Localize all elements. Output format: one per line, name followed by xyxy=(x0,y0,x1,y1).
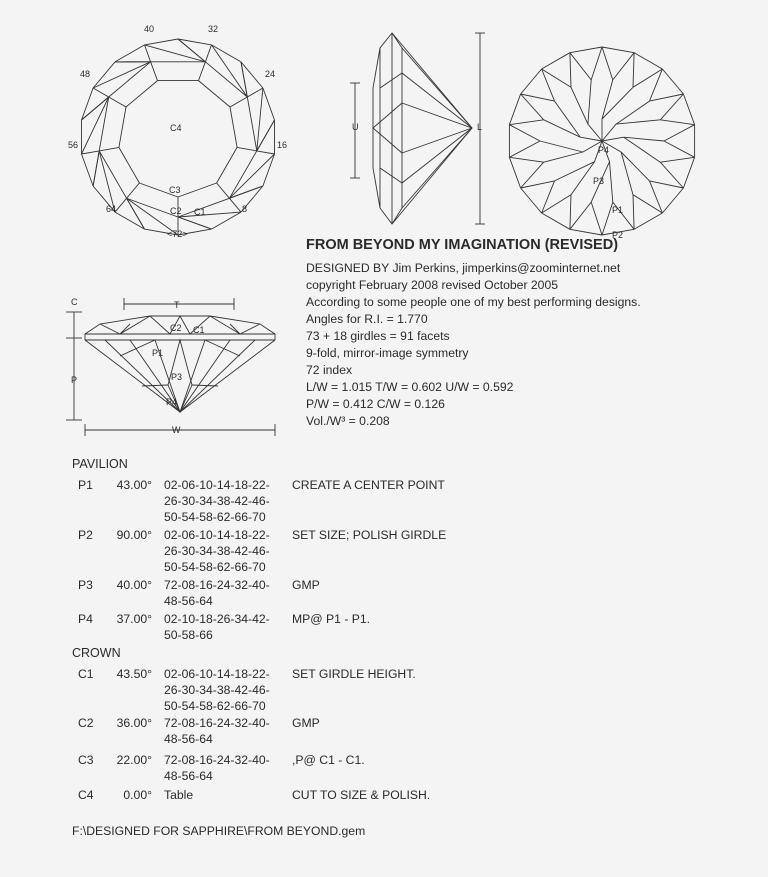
facet-edge xyxy=(82,97,109,154)
facet-name: P2 xyxy=(78,528,93,542)
info-line: 73 + 18 girdles = 91 facets xyxy=(306,329,450,343)
girdle-edge xyxy=(509,94,520,125)
pavilion-edge xyxy=(570,53,591,80)
facet-label-p2: P2 xyxy=(612,230,624,240)
pavilion-edge xyxy=(588,80,591,124)
girdle-edge xyxy=(178,39,212,45)
facet-instruction: SET SIZE; POLISH GIRDLE xyxy=(292,528,447,542)
girdle-edge xyxy=(115,45,145,62)
crown-heading: CROWN xyxy=(72,646,121,660)
facet-edge xyxy=(127,198,145,229)
design-info xyxy=(306,260,641,430)
girdle-edge xyxy=(509,157,520,188)
girdle-edge xyxy=(241,62,263,88)
facet-index: 72-08-16-24-32-40- 48-56-64 xyxy=(164,716,270,746)
pavilion-edge xyxy=(650,181,663,213)
pavilion-edge xyxy=(610,162,613,202)
pavilion-edge xyxy=(570,195,571,230)
dim-label-w: W xyxy=(172,425,181,435)
table-edge xyxy=(230,107,237,147)
girdle-edge xyxy=(521,69,542,94)
table-edge xyxy=(119,147,139,183)
facet-edge xyxy=(229,198,241,212)
pavilion-edge xyxy=(624,137,661,162)
pavilion-edge xyxy=(542,69,555,101)
facet-edge xyxy=(127,183,140,198)
facet-edge xyxy=(109,97,126,107)
table-edge xyxy=(199,81,231,107)
info-line: P/W = 0.412 C/W = 0.126 xyxy=(306,397,445,411)
info-line: Vol./W³ = 0.208 xyxy=(306,414,390,428)
info-line: Angles for R.I. = 1.770 xyxy=(306,312,428,326)
index-label-8: 8 xyxy=(242,204,248,214)
facet-index: 02-06-10-14-18-22- 26-30-34-38-42-46- 50-54-58-62-66-70 xyxy=(164,667,270,713)
facet-name: C3 xyxy=(78,753,94,767)
facet-angle: 0.00° xyxy=(123,788,152,802)
girdle-edge xyxy=(212,45,242,62)
facet-edge xyxy=(115,198,127,212)
pavilion-edge xyxy=(540,141,583,152)
girdle-edge xyxy=(542,213,570,229)
facet-instruction: CREATE A CENTER POINT xyxy=(292,478,445,492)
girdle-edge xyxy=(542,53,570,69)
facet-edge xyxy=(205,45,211,62)
pavilion-edge xyxy=(591,202,602,235)
facet-index: Table xyxy=(164,788,194,802)
pavilion-heading: PAVILION xyxy=(72,457,128,471)
facet-edge xyxy=(93,62,151,88)
facet-label-c4: C4 xyxy=(170,123,182,133)
pavilion-bottom-view xyxy=(500,35,710,245)
facet-index: 02-10-18-26-34-42- 50-58-66 xyxy=(164,612,270,642)
facet-instruction: ,P@ C1 - C1. xyxy=(292,753,365,767)
info-line: According to some people one of my best performing designs. xyxy=(306,295,641,309)
dim-label-c: C xyxy=(71,297,78,307)
pavilion-edge xyxy=(555,162,595,181)
facet-instruction: GMP xyxy=(292,716,320,730)
girdle-edge xyxy=(263,154,275,186)
facet-angle: 43.00° xyxy=(116,478,152,492)
pavilion-edge xyxy=(633,195,662,213)
pavilion-edge xyxy=(570,53,571,88)
side-label-p1: P1 xyxy=(152,348,164,358)
facet-edge xyxy=(145,45,206,62)
info-line: DESIGNED BY Jim Perkins, jimperkins@zoominternet.net xyxy=(306,261,621,275)
facet-edge xyxy=(178,217,212,229)
girdle-edge xyxy=(662,69,683,94)
girdle-edge xyxy=(570,47,602,53)
facet-edge xyxy=(199,62,206,81)
index-label-56: 56 xyxy=(68,140,79,150)
facet-label-p1: P1 xyxy=(612,205,624,215)
pavilion-edge xyxy=(542,69,571,87)
star-edge xyxy=(99,151,126,198)
pavilion-edge xyxy=(571,162,595,195)
index-label-24: 24 xyxy=(265,69,276,79)
facet-angle: 40.00° xyxy=(116,578,152,592)
girdle-edge xyxy=(602,47,634,53)
pavilion-edge xyxy=(542,181,555,213)
pavilion-edge xyxy=(633,53,634,88)
side-label-c2: C2 xyxy=(170,323,182,333)
facet-label-c1: C1 xyxy=(194,207,206,217)
facet-edge xyxy=(229,154,274,198)
facet-edge xyxy=(247,88,263,97)
pavilion-edge xyxy=(544,120,581,137)
pavilion-edge xyxy=(570,202,591,229)
facet-edge xyxy=(99,147,119,151)
facet-edge xyxy=(151,62,158,81)
facet-name: P4 xyxy=(78,612,93,626)
dim-label-l: L xyxy=(477,122,483,132)
index-label-72: <72> xyxy=(167,229,188,239)
pavilion-edge xyxy=(591,47,602,80)
pavilion-edge xyxy=(555,101,581,137)
star-edge xyxy=(229,151,256,198)
girdle-edge xyxy=(521,188,542,213)
facet-angle: 22.00° xyxy=(116,753,152,767)
pavilion-edge xyxy=(650,69,663,101)
info-line: L/W = 1.015 T/W = 0.602 U/W = 0.592 xyxy=(306,380,514,394)
facet-name: P3 xyxy=(78,578,93,592)
facet-instruction: MP@ P1 - P1. xyxy=(292,612,371,626)
index-label-40: 40 xyxy=(144,24,155,34)
girdle-edge xyxy=(145,39,179,45)
pavilion-edge xyxy=(544,152,583,162)
side-label-p4: P4 xyxy=(166,397,178,407)
facet-label-p4: P4 xyxy=(598,145,610,155)
pavilion-edge xyxy=(509,157,543,162)
facet-edge xyxy=(257,151,275,154)
facet-label-p3: P3 xyxy=(593,176,605,186)
facet-edge xyxy=(178,212,241,217)
facet-index: 72-08-16-24-32-40- 48-56-64 xyxy=(164,753,270,783)
pavilion-edge xyxy=(660,120,694,125)
dim-label-p: P xyxy=(71,375,78,385)
girdle-edge xyxy=(93,62,115,88)
facet-angle: 43.50° xyxy=(116,667,152,681)
facet-index: 02-06-10-14-18-22- 26-30-34-38-42-46- 50-54-58-62-66-70 xyxy=(164,528,270,574)
pavilion-edge xyxy=(509,125,540,141)
pavilion-edge xyxy=(633,69,662,87)
pavilion-edge xyxy=(616,101,649,124)
table-edge xyxy=(126,81,158,107)
facet-label-c3: C3 xyxy=(169,185,181,195)
table-edge xyxy=(178,183,217,197)
girdle-edge xyxy=(634,213,662,229)
facet-index: 72-08-16-24-32-40- 48-56-64 xyxy=(164,578,270,608)
index-label-16: 16 xyxy=(277,140,288,150)
facet-name: P1 xyxy=(78,478,93,492)
profile-view xyxy=(340,28,500,228)
star-edge xyxy=(99,97,109,151)
girdle-edge xyxy=(82,154,94,186)
info-line: 9-fold, mirror-image symmetry xyxy=(306,346,469,360)
facet-edge xyxy=(217,183,230,198)
index-label-32: 32 xyxy=(208,24,219,34)
facet-instruction: CUT TO SIZE & POLISH. xyxy=(292,788,431,802)
pavilion-edge xyxy=(624,137,664,141)
dim-label-u: U xyxy=(352,122,359,132)
table-edge xyxy=(217,147,238,183)
index-label-64: 64 xyxy=(106,204,117,214)
facet-angle: 90.00° xyxy=(116,528,152,542)
side-elevation-view xyxy=(60,290,290,440)
pavilion-edge xyxy=(509,141,540,157)
girdle-edge xyxy=(634,53,662,69)
facet-name: C4 xyxy=(78,788,94,802)
star-edge xyxy=(247,97,256,151)
facet-edge xyxy=(93,88,109,97)
girdle-edge xyxy=(263,88,275,120)
facet-edge xyxy=(93,151,99,186)
side-label-c1: C1 xyxy=(193,325,205,335)
facet-edge xyxy=(82,151,100,154)
facet-label-c2: C2 xyxy=(170,206,182,216)
pavilion-edge xyxy=(660,157,694,162)
girdle-edge xyxy=(683,157,694,188)
facet-angle: 36.00° xyxy=(116,716,152,730)
girdle-edge xyxy=(570,229,602,235)
pavilion-edge xyxy=(542,195,571,213)
pavilion-edge xyxy=(613,53,634,80)
facet-index: 02-06-10-14-18-22- 26-30-34-38-42-46- 50-54-58-62-66-70 xyxy=(164,478,270,524)
facet-edge xyxy=(145,45,151,62)
facet-name: C1 xyxy=(78,667,94,681)
pavilion-edge xyxy=(602,47,613,80)
design-title: FROM BEYOND MY IMAGINATION (REVISED) xyxy=(306,237,619,253)
girdle-edge xyxy=(683,94,694,125)
pavilion-edge xyxy=(664,141,695,157)
facet-angle: 37.00° xyxy=(116,612,152,626)
side-label-p3: P3 xyxy=(171,372,183,382)
facet-edge xyxy=(230,97,247,107)
table-edge xyxy=(119,107,126,147)
dim-label-t: T xyxy=(174,300,180,310)
info-line: 72 index xyxy=(306,363,353,377)
girdle-edge xyxy=(662,188,683,213)
pavilion-edge xyxy=(633,195,634,230)
pavilion-edge xyxy=(571,87,588,124)
index-label-48: 48 xyxy=(80,69,91,79)
facet-instruction: SET GIRDLE HEIGHT. xyxy=(292,667,416,681)
facet-instruction: GMP xyxy=(292,578,320,592)
pavilion-edge xyxy=(509,120,543,125)
pavilion-edge xyxy=(664,125,695,141)
facet-name: C2 xyxy=(78,716,94,730)
facet-edge xyxy=(237,147,257,151)
file-path: F:\DESIGNED FOR SAPPHIRE\FROM BEYOND.gem xyxy=(72,824,366,838)
crown-top-view xyxy=(60,15,300,245)
info-line: copyright February 2008 revised October 2005 xyxy=(306,278,559,292)
pavilion-edge xyxy=(616,120,660,124)
girdle-edge xyxy=(212,212,242,229)
